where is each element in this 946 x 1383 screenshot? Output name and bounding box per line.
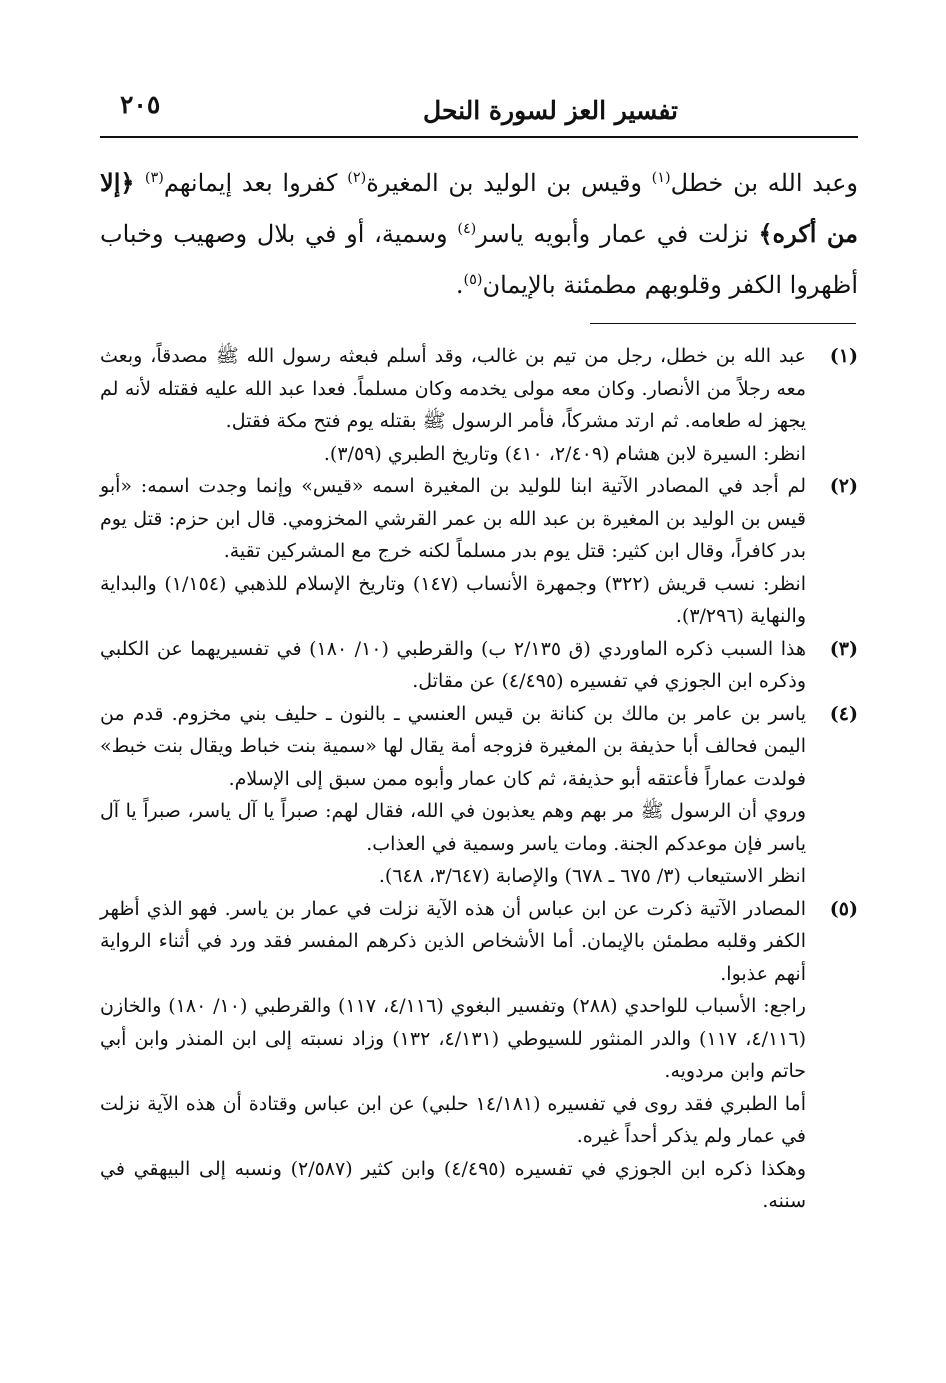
- footnote-ref-4[interactable]: (٤): [457, 221, 477, 237]
- footnotes: [100, 340, 858, 1218]
- footnote-paragraph: ياسر بن عامر بن مالك بن كنانة بن قيس العنسي ـ بالنون ـ حليف بني مخزوم. قدم من اليمن فحالف أبا حذيفة بن المغيرة فزوجه أمة يقال لها «سمية بنت خباط ويقال بنت خبط» فولدت عماراً فأعتقه أبو حذيفة، ثم كان عمار وأبوه ممن سبق إلى الإسلام.: [100, 702, 806, 790]
- footnote-number: (٢): [829, 475, 858, 497]
- footnote-paragraph: عبد الله بن خطل، رجل من تيم بن غالب، وقد أسلم فبعثه رسول الله ﷺ مصدقاً، وبعث معه رجلاً من الأنصار. وكان معه مولى يخدمه وكان مسلماً. فعدا عبد الله عليه فقتله لأنه لم يجهز له طعامه. ثم ارتد مشركاً، فأمر الرسول ﷺ بقتله يوم فتح مكة فقتل.: [100, 345, 806, 432]
- footnote-paragraph: وهكذا ذكره ابن الجوزي في تفسيره (٤/٤٩٥) وابن كثير (٢/٥٨٧) ونسبه إلى البيهقي في سننه.: [100, 1157, 806, 1212]
- footnote-number: (٥): [829, 897, 858, 920]
- footnote-separator: [590, 323, 856, 324]
- footnote-number: (٣): [829, 637, 858, 660]
- footnote-paragraph: وروي أن الرسول ﷺ مر بهم وهم يعذبون في الله، فقال لهم: صبراً يا آل ياسر، صبراً يا آل ياسر فإن موعدكم الجنة. ومات ياسر وسمية في العذاب.: [100, 800, 806, 855]
- footnote-reference: انظر: السيرة لابن هشام (٢/٤٠٩، ٤١٠) وتاريخ الطبري (٣/٥٩).: [323, 442, 806, 465]
- main-text-segment: نزلت في عمار وأبويه ياسر: [476, 220, 759, 248]
- running-title: تفسير العز لسورة النحل: [423, 96, 678, 125]
- main-text: [100, 155, 858, 308]
- footnote: [100, 893, 858, 1218]
- footnote-number: (٤): [829, 702, 858, 725]
- footnote-reference: راجع: الأسباب للواحدي (٢٨٨) وتفسير البغوي (٤/١١٦، ١١٧) والقرطبي (١٠/ ١٨٠) والخازن (٤/١١٦، ١١٧) والدر المنثور للسيوطي (٤/١٣١، ١٣٢) وزاد نسبته إلى ابن المنذر وابن أبي حاتم وابن مردويه.: [100, 995, 807, 1082]
- footnote-ref-2[interactable]: (٢): [347, 170, 367, 186]
- footnote: [100, 698, 858, 893]
- footnote-paragraph: لم أجد في المصادر الآتية ابنا للوليد بن المغيرة اسمه «قيس» وإنما وجدت اسمه: «أبو قيس بن الوليد بن المغيرة بن عبد الله بن عمر القرشي المخزومي. قال ابن حزم: قتل يوم بدر كافراً، وقال ابن كثير: قتل يوم بدر مسلماً لكنه خرج مع المشركين تقية.: [100, 475, 806, 562]
- main-text-segment: وسمية، أو في بلال وصهيب وخباب أظهروا الكفر وقلوبهم مطمئنة بالإيمان: [100, 220, 858, 299]
- footnote-paragraph: أما الطبري فقد روى في تفسيره (١٤/١٨١ حلبي) عن ابن عباس وقتادة أن هذه الآية نزلت في عمار ولم يذكر أحداً غيره.: [100, 1092, 806, 1147]
- footnote-ref-3[interactable]: (٣): [144, 170, 164, 186]
- page-header: [100, 86, 858, 138]
- footnote-paragraph: هذا السبب ذكره الماوردي (ق ٢/١٣٥ ب) والقرطبي (١٠/ ١٨٠) في تفسيريهما عن الكلبي وذكره ابن الجوزي في تفسيره (٤/٤٩٥) عن مقاتل.: [100, 637, 806, 692]
- footnote-paragraph: المصادر الآتية ذكرت عن ابن عباس أن هذه الآية نزلت في عمار بن ياسر. فهو الذي أظهر الكفر وقلبه مطمئن بالإيمان. أما الأشخاص الذين ذكرهم المفسر فقد ورد في أثناء الرواية أنهم عذبوا.: [100, 897, 806, 985]
- main-text-segment: وقيس بن الوليد بن المغيرة: [366, 169, 652, 197]
- footnote: [100, 633, 858, 698]
- quran-quote: ﴿إلا من أكره﴾: [100, 168, 859, 248]
- footnote-reference: انظر الاستيعاب (٣/ ٦٧٥ ـ ٦٧٨) والإصابة (٣/٦٤٧، ٦٤٨).: [378, 865, 806, 887]
- main-text-segment: كفروا بعد إيمانهم: [163, 169, 348, 197]
- footnote-reference: انظر: نسب قريش (٣٢٢) وجمهرة الأنساب (١٤٧) وتاريخ الإسلام للذهبي (١/١٥٤) والبداية والنهاية (٣/٢٩٦).: [100, 572, 806, 627]
- footnote-ref-1[interactable]: (١): [651, 170, 671, 186]
- footnote-number: (١): [829, 345, 858, 367]
- footnote-ref-5[interactable]: (٥): [463, 272, 483, 288]
- main-text-segment: .: [455, 271, 464, 299]
- page-number: ٢٠٥: [120, 90, 161, 119]
- main-text-segment: وعبد الله بن خطل: [670, 169, 859, 197]
- footnote: [100, 340, 858, 470]
- footnote: [100, 470, 858, 633]
